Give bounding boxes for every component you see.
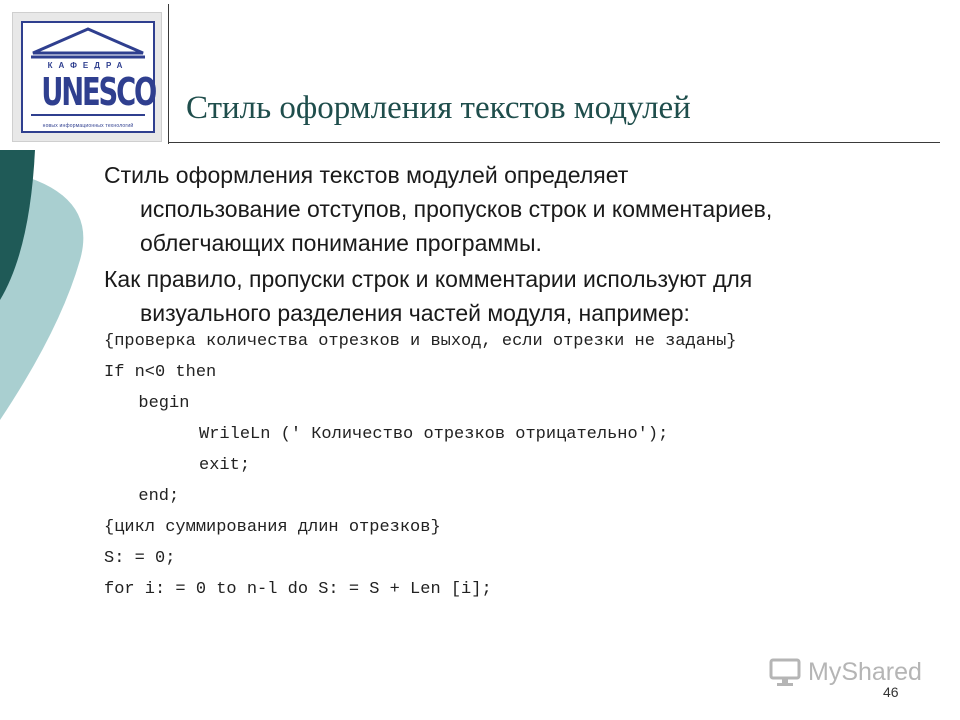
code-line: end; [118,487,180,506]
code-line: exit; [148,456,251,475]
paragraph-2-line-1: Как правило, пропуски строк и комментарии используют для [104,266,753,292]
paragraph-1-line-3: облегчающих понимание программы. [140,230,542,256]
slide-title: Стиль оформления текстов модулей [186,90,691,126]
word: Стиль [104,162,170,188]
paragraph-1-line-2: использование отступов, пропусков строк и комментариев, [140,196,773,222]
code-line: begin [118,394,190,413]
monitor-icon [768,656,804,688]
code-line: {проверка количества отрезков и выход, если отрезки не заданы} [104,332,737,351]
code-line: WrileLn (' Количество отрезков отрицательно'); [148,425,669,444]
paragraph-1 [104,158,902,260]
word: модулей [406,162,498,188]
header-horizontal-rule [168,142,940,143]
unesco-logo [12,12,162,142]
paragraph-2-line-2: визуального разделения частей модуля, например: [140,300,690,326]
header-vertical-rule [168,4,169,144]
paragraph-2 [104,262,902,330]
paragraph-1-line-1 [104,158,902,192]
word: оформления [175,162,314,188]
logo-unesco-text: UNESCO [41,70,156,114]
code-line: If n<0 then [104,363,217,382]
word: текстов [319,162,400,188]
logo-subtitle: новых информационных технологий [42,123,134,129]
code-line: {цикл суммирования длин отрезков} [104,518,441,537]
watermark-text: MyShared [808,658,922,686]
word: определяет [504,162,629,188]
code-line: for i: = 0 to n-l do S: = S + Len [i]; [104,580,492,599]
myshared-watermark [768,656,928,692]
logo-kafedra-text: КАФЕДРА [47,61,129,70]
page-number: 46 [883,684,899,700]
code-line: S: = 0; [104,549,176,568]
